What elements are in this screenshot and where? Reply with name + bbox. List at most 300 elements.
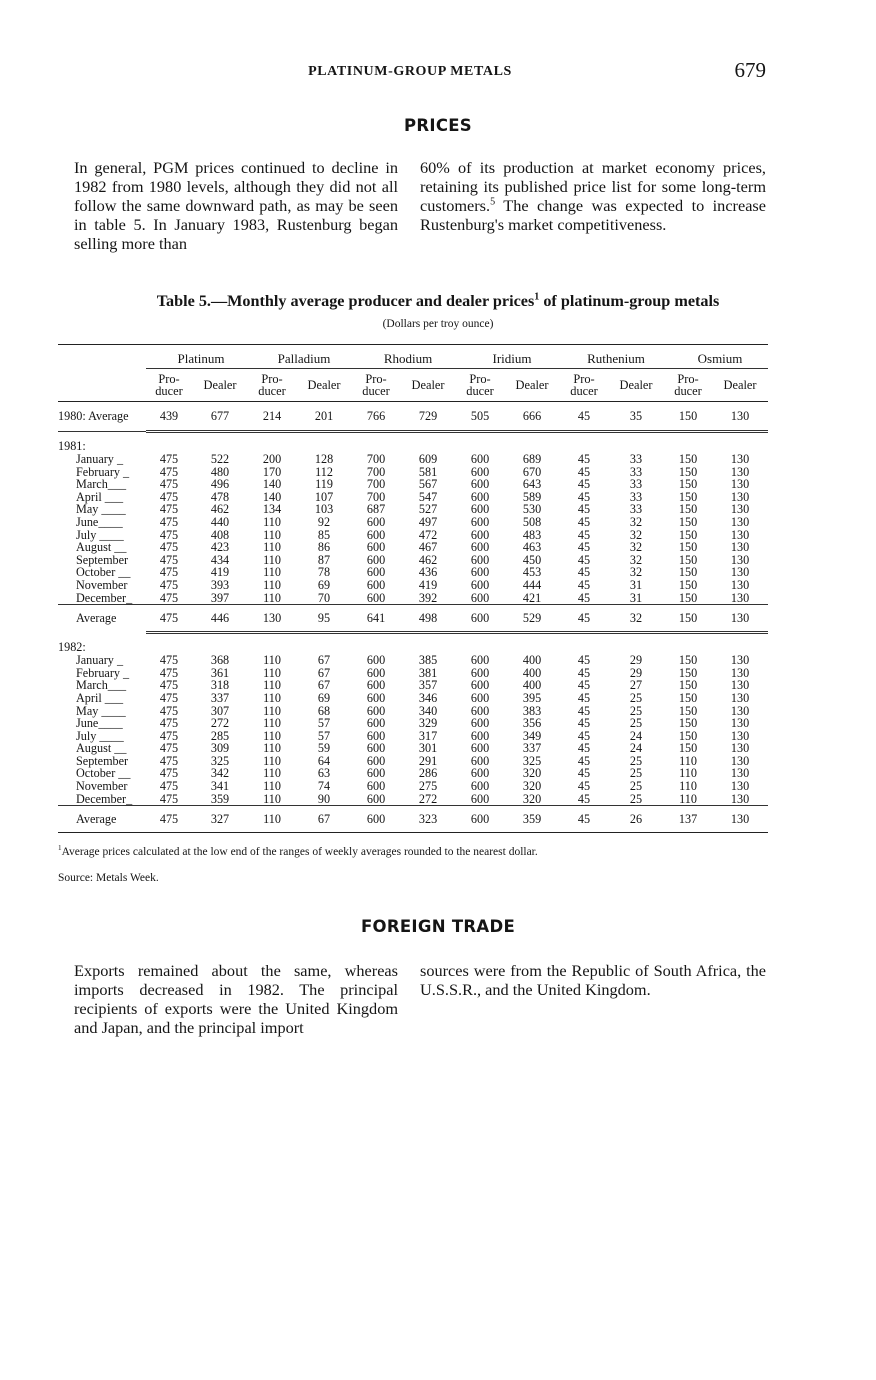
table-title-note: 1: [534, 291, 540, 303]
row-label: December_: [76, 590, 133, 605]
price-cell: 600: [352, 806, 400, 833]
price-cell: 475: [159, 477, 179, 492]
price-cell: 57: [317, 716, 331, 731]
row-label: July ____: [76, 728, 124, 743]
price-cell: 45: [577, 552, 591, 567]
price-cell: 291: [418, 753, 438, 768]
producer-label-line2: ducer: [362, 384, 390, 398]
price-cell: 600: [366, 728, 386, 743]
price-cell: 45: [577, 452, 591, 466]
price-cell: 86: [317, 540, 331, 555]
table-row: [58, 692, 768, 705]
price-cell: 134: [262, 502, 282, 517]
price-cell: 600: [366, 766, 386, 781]
table-row: [58, 579, 768, 592]
price-cell: 45: [577, 779, 591, 794]
price-cell: 110: [263, 552, 281, 567]
price-cell: 74: [317, 779, 331, 794]
price-cell: 150: [678, 690, 698, 705]
price-cell: 68: [317, 703, 331, 718]
price-cell: 31: [629, 577, 643, 592]
price-cell: 32: [629, 540, 643, 555]
price-cell: 110: [263, 577, 281, 592]
price-cell: 475: [159, 653, 179, 668]
price-cell: 320: [522, 779, 542, 794]
price-cell: 480: [210, 464, 230, 479]
price-cell: 107: [314, 489, 334, 504]
table-source: Source: Metals Week.: [58, 872, 159, 884]
prices-right-text-a: 60% of its production at market economy prices, retaining its published price list for some long-term customers.: [420, 158, 766, 215]
producer-label-line2: ducer: [258, 384, 286, 398]
price-cell: 110: [263, 527, 281, 542]
price-cell: 130: [730, 514, 750, 529]
price-cell: 600: [470, 753, 490, 768]
price-cell: 45: [577, 489, 591, 504]
spacer-row: [58, 432, 768, 441]
price-cell: 69: [317, 690, 331, 705]
price-cell: 341: [210, 779, 230, 794]
price-cell: 444: [522, 577, 542, 592]
prices-left-column: [74, 158, 398, 253]
price-cell: 475: [159, 791, 179, 806]
row-label: October __: [76, 766, 131, 781]
price-cell: 87: [317, 552, 331, 567]
price-cell: 475: [159, 452, 179, 466]
price-cell: 600: [470, 703, 490, 718]
price-cell: 547: [418, 489, 438, 504]
table-title-b: of platinum-group metals: [539, 292, 720, 310]
row-label: December_: [76, 791, 133, 806]
metal-header-palladium: Palladium: [248, 345, 352, 369]
trade-right-column: [420, 961, 766, 999]
price-cell: 110: [263, 665, 281, 680]
price-cell: 453: [522, 565, 542, 580]
price-cell: 400: [522, 653, 542, 668]
price-cell: 462: [210, 502, 230, 517]
price-cell: 400: [522, 678, 542, 693]
price-cell: 689: [522, 452, 542, 466]
price-cell: 530: [522, 502, 542, 517]
price-cell: 128: [314, 452, 334, 466]
price-cell: 600: [470, 464, 490, 479]
table-row: [58, 806, 768, 833]
price-cell: 95: [296, 605, 352, 633]
price-cell: 600: [470, 779, 490, 794]
price-cell: 110: [263, 766, 281, 781]
price-cell: 600: [366, 703, 386, 718]
price-cell: 150: [678, 728, 698, 743]
price-cell: 150: [664, 605, 712, 633]
price-cell: 600: [366, 791, 386, 806]
price-cell: 92: [317, 514, 331, 529]
metal-header-rhodium: Rhodium: [352, 345, 456, 369]
price-cell: 110: [263, 514, 281, 529]
table-row: [58, 717, 768, 730]
price-cell: 446: [192, 605, 248, 633]
price-cell: 140: [262, 489, 282, 504]
dealer-header: Dealer: [296, 369, 352, 402]
price-cell: 32: [629, 565, 643, 580]
metal-header-iridium: Iridium: [456, 345, 560, 369]
price-cell: 275: [418, 779, 438, 794]
row-label: April ___: [76, 690, 124, 705]
price-cell: 400: [522, 665, 542, 680]
price-cell: 130: [712, 402, 768, 432]
price-cell: 600: [366, 716, 386, 731]
price-cell: 589: [522, 489, 542, 504]
price-cell: 69: [317, 577, 331, 592]
price-cell: 600: [470, 565, 490, 580]
price-cell: 24: [629, 741, 643, 756]
price-cell: 130: [730, 489, 750, 504]
table-row: [58, 605, 768, 633]
producer-label-line1: Pro-: [469, 372, 491, 386]
row-label: Average: [58, 806, 146, 833]
price-cell: 130: [730, 565, 750, 580]
price-cell: 475: [159, 502, 179, 517]
price-cell: 67: [317, 678, 331, 693]
price-cell: 475: [159, 703, 179, 718]
row-label: September: [76, 753, 129, 768]
table-title-a: Table 5.—Monthly average producer and dealer prices: [156, 292, 535, 310]
price-cell: 475: [159, 489, 179, 504]
price-cell: 214: [248, 402, 296, 432]
price-cell: 397: [210, 590, 230, 605]
table-row: [58, 453, 768, 466]
price-cell: 170: [262, 464, 282, 479]
metal-header-ruthenium: Ruthenium: [560, 345, 664, 369]
price-cell: 600: [470, 665, 490, 680]
price-cell: 475: [159, 590, 179, 605]
price-cell: 677: [192, 402, 248, 432]
price-cell: 45: [577, 527, 591, 542]
price-cell: 150: [678, 703, 698, 718]
price-cell: 478: [210, 489, 230, 504]
row-label: April ___: [76, 489, 124, 504]
price-cell: 150: [678, 514, 698, 529]
price-cell: 383: [522, 703, 542, 718]
price-cell: 45: [577, 540, 591, 555]
producer-header: [456, 369, 504, 402]
price-cell: 130: [730, 728, 750, 743]
price-cell: 434: [210, 552, 230, 567]
price-cell: 475: [159, 753, 179, 768]
row-label: January _: [76, 452, 124, 466]
price-cell: 327: [192, 806, 248, 833]
producer-label-line1: Pro-: [677, 372, 699, 386]
price-cell: 119: [315, 477, 333, 492]
price-cell: 110: [263, 779, 281, 794]
price-cell: 342: [210, 766, 230, 781]
prices-left-paragraph: In general, PGM prices continued to decline in 1982 from 1980 levels, although they did not all follow the same downward path, as may be seen in table 5. In January 1983, Rustenburg began selling more than: [74, 158, 398, 253]
price-cell: 527: [418, 502, 438, 517]
metal-header-platinum: Platinum: [146, 345, 248, 369]
price-cell: 666: [504, 402, 560, 432]
price-cell: 110: [263, 791, 281, 806]
price-cell: 318: [210, 678, 230, 693]
price-cell: 600: [366, 665, 386, 680]
price-cell: 600: [470, 527, 490, 542]
price-cell: 600: [470, 728, 490, 743]
price-cell: 272: [418, 791, 438, 806]
price-cell: 130: [730, 678, 750, 693]
price-cell: 31: [629, 590, 643, 605]
price-cell: 45: [560, 605, 608, 633]
row-label: March___: [76, 477, 127, 492]
price-cell: 687: [366, 502, 386, 517]
price-cell: 137: [664, 806, 712, 833]
price-cell: 368: [210, 653, 230, 668]
trade-left-column: [74, 961, 398, 1037]
price-cell: 130: [712, 806, 768, 833]
price-cell: 309: [210, 741, 230, 756]
price-cell: 45: [577, 741, 591, 756]
price-cell: 110: [263, 653, 281, 668]
price-cell: 33: [629, 464, 643, 479]
price-cell: 45: [577, 690, 591, 705]
price-cell: 67: [296, 806, 352, 833]
table-row: [58, 478, 768, 491]
price-cell: 110: [263, 565, 281, 580]
row-label: June____: [76, 514, 123, 529]
table-row: [58, 780, 768, 793]
price-cell: 600: [470, 489, 490, 504]
table-row: [58, 742, 768, 755]
price-cell: 45: [577, 590, 591, 605]
price-cell: 320: [522, 766, 542, 781]
price-cell: 643: [522, 477, 542, 492]
producer-label-line2: ducer: [674, 384, 702, 398]
price-cell: 600: [470, 502, 490, 517]
price-cell: 729: [400, 402, 456, 432]
dealer-header: Dealer: [712, 369, 768, 402]
row-label: November: [76, 779, 128, 794]
price-cell: 700: [366, 477, 386, 492]
price-cell: 600: [470, 577, 490, 592]
row-label: July ____: [76, 527, 124, 542]
price-cell: 200: [262, 452, 282, 466]
price-cell: 307: [210, 703, 230, 718]
producer-label-line2: ducer: [466, 384, 494, 398]
price-cell: 600: [366, 540, 386, 555]
price-cell: 25: [629, 716, 643, 731]
producer-header: [560, 369, 608, 402]
price-cell: 600: [366, 779, 386, 794]
price-cell: 600: [470, 452, 490, 466]
price-cell: 150: [678, 464, 698, 479]
table-title: [0, 292, 876, 311]
table-subtitle: (Dollars per troy ounce): [382, 318, 494, 330]
price-cell: 497: [418, 514, 438, 529]
price-cell: 317: [418, 728, 438, 743]
price-cell: 78: [317, 565, 331, 580]
price-cell: 150: [678, 665, 698, 680]
row-label: October __: [76, 565, 131, 580]
price-cell: 385: [418, 653, 438, 668]
price-cell: 286: [418, 766, 438, 781]
price-cell: 475: [159, 716, 179, 731]
price-cell: 340: [418, 703, 438, 718]
price-cell: 423: [210, 540, 230, 555]
row-label: Average: [58, 605, 146, 633]
price-cell: 766: [352, 402, 400, 432]
price-cell: 475: [159, 766, 179, 781]
foreign-trade-heading: FOREIGN TRADE: [360, 917, 516, 936]
price-cell: 436: [418, 565, 438, 580]
price-cell: 130: [730, 791, 750, 806]
price-cell: 110: [679, 779, 697, 794]
running-head: [0, 58, 876, 86]
price-cell: 475: [159, 552, 179, 567]
price-cell: 700: [366, 489, 386, 504]
price-cell: 381: [418, 665, 438, 680]
price-cell: 110: [263, 540, 281, 555]
price-cell: 26: [608, 806, 664, 833]
price-cell: 130: [730, 502, 750, 517]
row-label: May ____: [76, 703, 126, 718]
price-cell: 600: [470, 766, 490, 781]
price-cell: 475: [159, 690, 179, 705]
price-cell: 581: [418, 464, 438, 479]
price-cell: 27: [629, 678, 643, 693]
row-label: June____: [76, 716, 123, 731]
price-cell: 25: [629, 703, 643, 718]
price-cell: 33: [629, 502, 643, 517]
row-label: 1980: Average: [58, 402, 146, 432]
producer-label-line1: Pro-: [261, 372, 283, 386]
price-cell: 67: [317, 653, 331, 668]
price-cell: 32: [629, 514, 643, 529]
price-cell: 45: [577, 514, 591, 529]
dealer-header: Dealer: [192, 369, 248, 402]
price-cell: 337: [210, 690, 230, 705]
price-cell: 475: [159, 464, 179, 479]
price-cell: 130: [730, 577, 750, 592]
price-cell: 462: [418, 552, 438, 567]
price-cell: 130: [712, 605, 768, 633]
price-cell: 45: [577, 665, 591, 680]
price-cell: 600: [470, 540, 490, 555]
price-cell: 600: [470, 741, 490, 756]
price-cell: 323: [400, 806, 456, 833]
row-label: February _: [76, 665, 130, 680]
price-cell: 25: [629, 791, 643, 806]
table-row: [58, 592, 768, 605]
price-cell: 505: [456, 402, 504, 432]
dealer-header: Dealer: [400, 369, 456, 402]
price-cell: 700: [366, 464, 386, 479]
price-cell: 439: [146, 402, 192, 432]
price-cell: 110: [248, 806, 296, 833]
producer-label-line1: Pro-: [365, 372, 387, 386]
price-cell: 45: [577, 653, 591, 668]
price-cell: 130: [730, 590, 750, 605]
price-cell: 361: [210, 665, 230, 680]
year-label: 1982:: [58, 640, 86, 655]
price-cell: 45: [577, 464, 591, 479]
price-cell: 130: [730, 741, 750, 756]
price-cell: 45: [560, 402, 608, 432]
price-cell: 421: [522, 590, 542, 605]
price-cell: 600: [470, 653, 490, 668]
price-cell: 472: [418, 527, 438, 542]
row-label: August __: [76, 540, 127, 555]
price-cell: 150: [678, 590, 698, 605]
price-cell: 600: [470, 678, 490, 693]
price-cell: 130: [730, 766, 750, 781]
price-cell: 475: [159, 540, 179, 555]
price-cell: 150: [678, 477, 698, 492]
price-cell: 150: [678, 489, 698, 504]
price-cell: 600: [366, 690, 386, 705]
price-cell: 150: [678, 716, 698, 731]
price-cell: 33: [629, 489, 643, 504]
price-cell: 440: [210, 514, 230, 529]
price-cell: 475: [146, 806, 192, 833]
dealer-header: Dealer: [504, 369, 560, 402]
price-cell: 483: [522, 527, 542, 542]
price-cell: 110: [679, 753, 697, 768]
price-cell: 346: [418, 690, 438, 705]
price-cell: 29: [629, 665, 643, 680]
table-row: [58, 402, 768, 432]
row-label: November: [76, 577, 128, 592]
price-cell: 63: [317, 766, 331, 781]
price-cell: 45: [577, 703, 591, 718]
price-cell: 320: [522, 791, 542, 806]
price-cell: 110: [263, 741, 281, 756]
price-cell: 600: [470, 690, 490, 705]
price-cell: 150: [678, 540, 698, 555]
price-cell: 359: [504, 806, 560, 833]
prices-right-column: [420, 158, 766, 234]
price-cell: 110: [263, 716, 281, 731]
producer-label-line2: ducer: [155, 384, 183, 398]
price-cell: 45: [577, 791, 591, 806]
price-cell: 130: [730, 464, 750, 479]
price-cell: 301: [418, 741, 438, 756]
price-cell: 130: [730, 716, 750, 731]
price-cell: 110: [263, 590, 281, 605]
price-cell: 150: [678, 552, 698, 567]
row-label: January _: [76, 653, 124, 668]
price-cell: 600: [456, 806, 504, 833]
price-cell: 641: [352, 605, 400, 633]
price-cell: 130: [730, 753, 750, 768]
price-cell: 349: [522, 728, 542, 743]
price-cell: 529: [504, 605, 560, 633]
price-cell: 325: [522, 753, 542, 768]
row-label: September: [76, 552, 129, 567]
price-cell: 130: [730, 653, 750, 668]
price-cell: 475: [159, 514, 179, 529]
price-cell: 600: [366, 653, 386, 668]
prices-right-paragraph: [420, 158, 766, 234]
price-cell: 150: [678, 452, 698, 466]
stub-subheader: [58, 369, 146, 402]
price-cell: 110: [263, 690, 281, 705]
price-cell: 408: [210, 527, 230, 542]
price-cell: 85: [317, 527, 331, 542]
price-cell: 110: [679, 791, 697, 806]
row-label: February _: [76, 464, 130, 479]
price-cell: 45: [560, 806, 608, 833]
price-cell: 150: [678, 653, 698, 668]
table-row: [58, 793, 768, 806]
price-cell: 508: [522, 514, 542, 529]
price-cell: 150: [678, 527, 698, 542]
price-cell: 130: [730, 527, 750, 542]
